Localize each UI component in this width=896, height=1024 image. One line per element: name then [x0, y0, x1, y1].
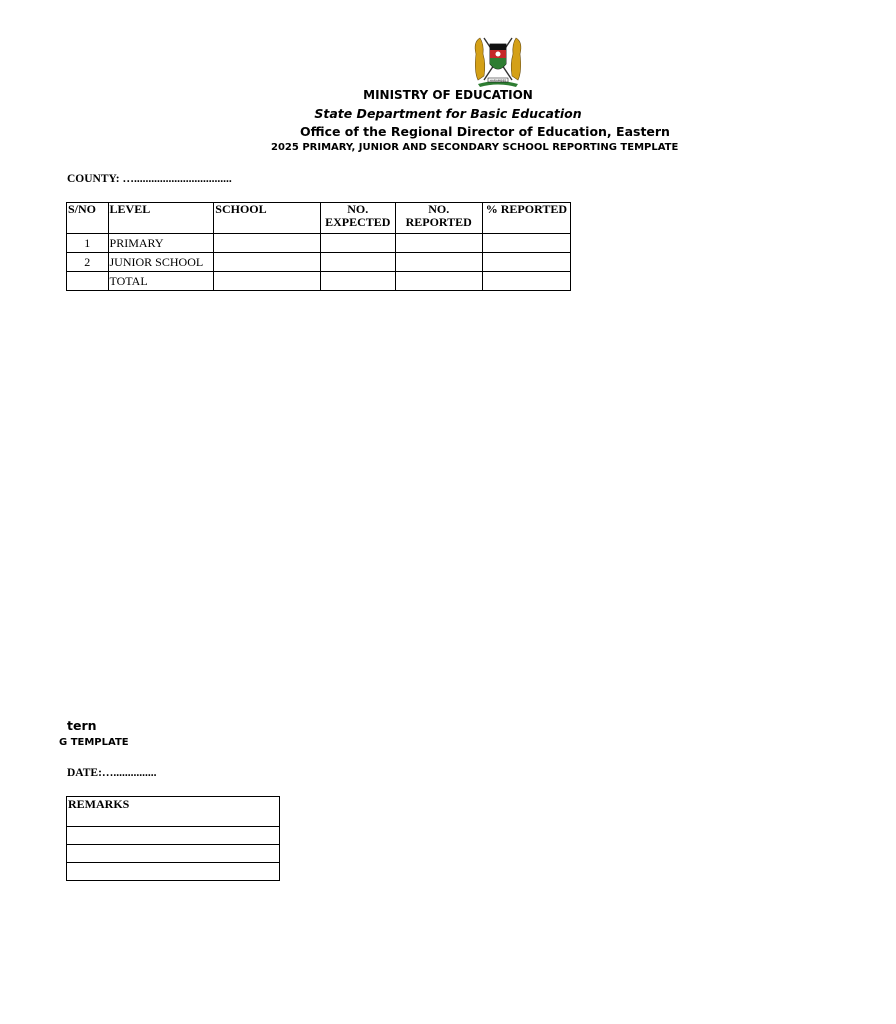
cell-reported[interactable]	[395, 272, 482, 291]
table-row	[67, 845, 280, 863]
cell-expected[interactable]	[320, 234, 395, 253]
cell-reported[interactable]	[395, 253, 482, 272]
office-title: Office of the Regional Director of Education, Eastern	[300, 124, 670, 139]
state-department-title: State Department for Basic Education	[314, 106, 582, 121]
cell-expected[interactable]	[320, 253, 395, 272]
table-row	[67, 863, 280, 881]
cell-percent[interactable]	[482, 272, 570, 291]
col-percent-header: % REPORTED	[482, 203, 570, 234]
cell-expected[interactable]	[320, 272, 395, 291]
remarks-header-row	[67, 797, 280, 827]
col-expected-line2: EXPECTED	[325, 215, 391, 229]
cell-percent[interactable]	[482, 234, 570, 253]
reporting-table	[66, 202, 571, 291]
col-level-header: LEVEL	[108, 203, 214, 234]
cell-school[interactable]	[214, 234, 321, 253]
table-row	[67, 253, 571, 272]
table-header-row	[67, 203, 571, 234]
col-expected-header	[320, 203, 395, 234]
col-expected-line1: NO.	[347, 202, 369, 216]
coat-of-arms-logo	[470, 34, 526, 88]
ministry-title: MINISTRY OF EDUCATION	[363, 88, 533, 102]
report-title-wrapper	[0, 142, 679, 158]
office-title-overflow: tern	[67, 718, 97, 733]
cell-reported[interactable]	[395, 234, 482, 253]
cell-sno	[67, 272, 109, 291]
col-reported-line2: REPORTED	[405, 215, 472, 229]
remarks-header: REMARKS	[67, 797, 280, 827]
col-reported-header	[395, 203, 482, 234]
report-title-overflow-wrapper	[59, 737, 264, 753]
report-title: 2025 PRIMARY, JUNIOR AND SECONDARY SCHOOL REPORTING TEMPLATE	[271, 142, 679, 153]
col-reported-line1: NO.	[428, 202, 450, 216]
cell-percent[interactable]	[482, 253, 570, 272]
county-field: COUNTY: …..................................	[67, 173, 232, 185]
table-row	[67, 234, 571, 253]
svg-text:HARAMBEE: HARAMBEE	[489, 78, 507, 83]
table-row-total	[67, 272, 571, 291]
cell-sno: 1	[67, 234, 109, 253]
remarks-cell[interactable]	[67, 827, 280, 845]
page-two	[0, 710, 768, 1024]
report-title-overflow: G TEMPLATE	[59, 737, 129, 748]
date-field: DATE:…...............	[67, 767, 157, 779]
col-sno-header: S/NO	[67, 203, 109, 234]
cell-school[interactable]	[214, 272, 321, 291]
cell-sno: 2	[67, 253, 109, 272]
remarks-cell[interactable]	[67, 845, 280, 863]
remarks-cell[interactable]	[67, 863, 280, 881]
cell-level-total: TOTAL	[108, 272, 214, 291]
cell-level: PRIMARY	[108, 234, 214, 253]
table-row	[67, 827, 280, 845]
col-school-header: SCHOOL	[214, 203, 321, 234]
cell-level: JUNIOR SCHOOL	[108, 253, 214, 272]
remarks-table	[66, 796, 280, 881]
cell-school[interactable]	[214, 253, 321, 272]
office-title-wrapper	[0, 124, 670, 142]
